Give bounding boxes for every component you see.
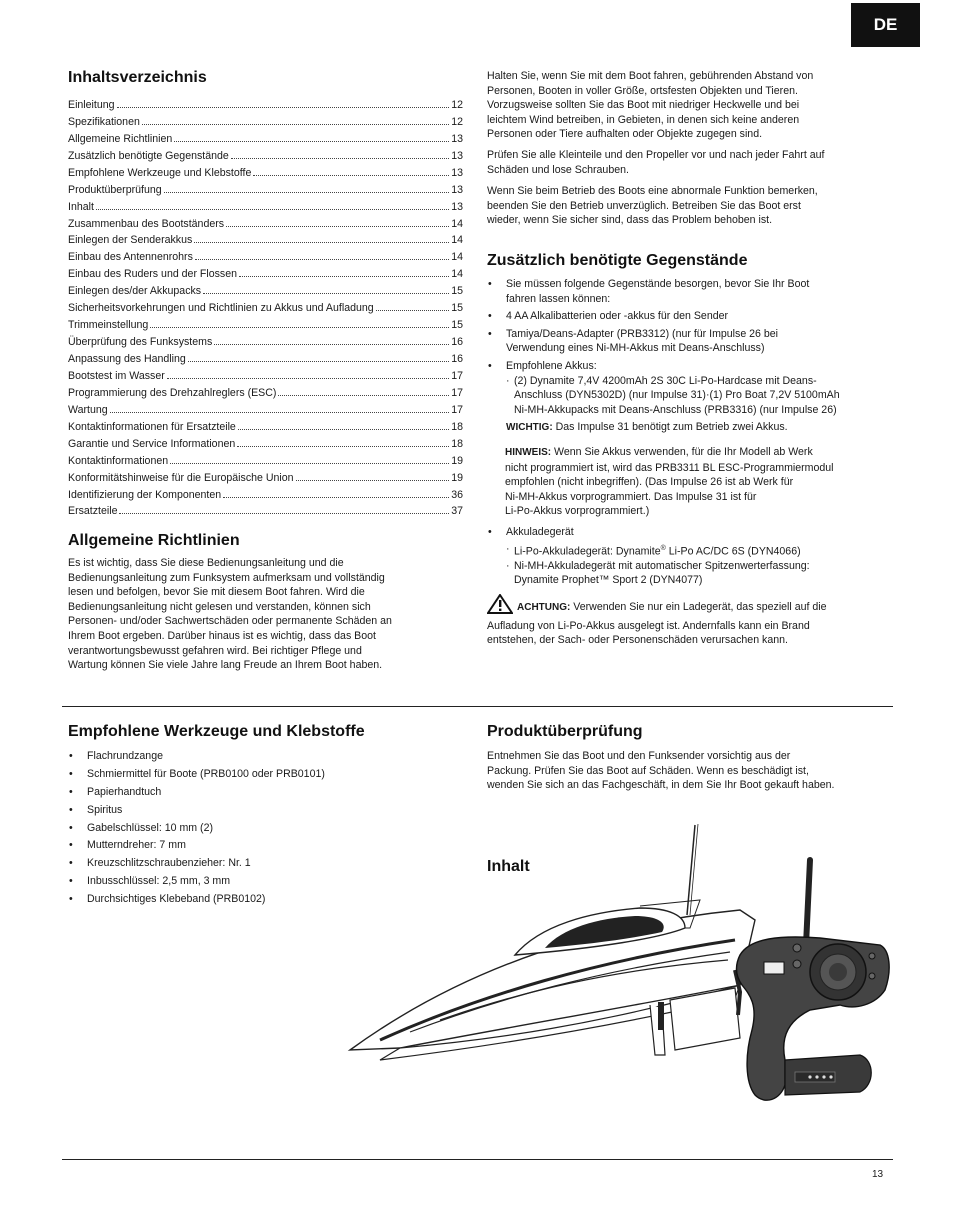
toc-entry — [68, 416, 463, 433]
list-item: • Schmiermittel für Boote (PRB0100 oder PRB0101) — [68, 767, 463, 782]
hinweis-note: HINWEIS: Wenn Sie Akkus verwenden, für die Ihr Modell ab Werk nicht programmiert ist, wird das PRB3311 BL ESC-Programmiermodul empfohlen (nicht inbegriffen). (Das Impulse 26 ist ab Werk für Ni-MH-Akkus vorprogrammiert. Das Impulse 31 ist für Li-Po-Akkus vorprogrammiert.) — [505, 446, 834, 518]
toc-entry-page: 13 — [451, 166, 463, 179]
toc-entry-label: Kontaktinformationen für Ersatzteile — [68, 420, 236, 433]
produkt-title: Produktüberprüfung — [487, 723, 643, 740]
toc-leader-dots — [188, 361, 449, 362]
toc-entry-label: Zusätzlich benötigte Gegenstände — [68, 149, 229, 162]
warning-icon — [487, 594, 513, 619]
toc-leader-dots — [223, 497, 449, 498]
list-item: • Papierhandtuch — [68, 785, 463, 800]
allgemeine-text: Es ist wichtig, dass Sie diese Bedienungsanleitung und die Bedienungsanleitung zum Funksystem aufmerksam und vollständig lesen und befolgen, bevor Sie mit diesem Boot fahren. Wird die Bedienungsanleitung nicht gelesen und verstanden, können sich Personen- und/oder Sachwertschäden oder permanente Schäden an Ihrem Boot ergeben. Darüber hinaus ist es wichtig, dass das Boot verantwortungsbewusst gefahren wird. Bei richtiger Pflege und Wartung können Sie viele Jahre lang Freude an Ihrem Boot haben. — [68, 557, 392, 672]
toc-entry — [68, 450, 463, 467]
toc-entry-page: 13 — [451, 200, 463, 213]
toc-leader-dots — [195, 259, 449, 260]
toc-entry — [68, 382, 463, 399]
allgemeine-title: Allgemeine Richtlinien — [68, 532, 240, 549]
toc-entry-page: 14 — [451, 217, 463, 230]
footer-divider — [62, 1159, 893, 1160]
toc-leader-dots — [296, 480, 450, 481]
toc-entry-label: Einbau des Antennenrohrs — [68, 251, 193, 264]
toc-entry — [68, 297, 463, 314]
toc-entry-page: 37 — [451, 505, 463, 518]
list-item: • Gabelschlüssel: 10 mm (2) — [68, 821, 463, 836]
toc-entry-label: Wartung — [68, 403, 108, 416]
toc-entry-page: 13 — [451, 149, 463, 162]
toc-entry-page: 36 — [451, 488, 463, 501]
toc-leader-dots — [150, 327, 449, 328]
toc-entry-label: Inhalt — [68, 200, 94, 213]
safety-paragraph-1: Halten Sie, wenn Sie mit dem Boot fahren, gebührenden Abstand von Personen, Booten in voller Größe, ortsfesten Objekten und Tieren. Vorzugsweise sollten Sie das Boot mit niedriger Heckwelle und bei leichtem Wind betreiben, in Gebieten, in denen sich keine anderen Personen oder Tiere aufhalten oder Objekte zugegen sind. — [487, 70, 814, 141]
toc-entry-page: 13 — [451, 132, 463, 145]
table-of-contents — [68, 94, 463, 517]
toc-entry-page: 17 — [451, 386, 463, 399]
toc-entry-page: 17 — [451, 369, 463, 382]
toc-entry-page: 15 — [451, 285, 463, 298]
toc-leader-dots — [214, 344, 449, 345]
toc-entry — [68, 433, 463, 450]
toc-entry-page: 16 — [451, 353, 463, 365]
produkt-text: Entnehmen Sie das Boot und den Funksender vorsichtig aus der Packung. Prüfen Sie das Boot auf Schäden. Wenn es beschädigt ist, wenden Sie sich an das Fachgeschäft, in dem Sie Ihr Boot gekauft haben. — [487, 750, 835, 792]
zusatz-title: Zusätzlich benötigte Gegenstände — [487, 252, 748, 269]
toc-leader-dots — [194, 242, 449, 243]
sub-item: · (2) Dynamite 7,4V 4200mAh 2S 30C Li-Po-Hardcase mit Deans- Anschluss (DYN5302D) (nur Impulse 31)·(1) Pro Boat 7,2V 5100mAh Ni-MH-Akkupacks mit Deans-Anschluss (PRB3316) (nur Impulse 26) — [506, 374, 907, 418]
toc-entry — [68, 501, 463, 518]
toc-entry — [68, 484, 463, 501]
toc-leader-dots — [239, 276, 449, 277]
boat-and-transmitter-illustration — [340, 820, 900, 1120]
toc-entry-page: 13 — [451, 183, 463, 196]
toc-leader-dots — [226, 226, 449, 227]
toc-entry-page: 14 — [451, 268, 463, 281]
zusatz-list — [487, 277, 907, 436]
toc-entry-page: 18 — [451, 437, 463, 450]
inhalt-title: Inhalt — [487, 858, 530, 875]
language-tab: DE — [851, 3, 920, 47]
sub-item: · Li-Po-Akkuladegerät: Dynamite® Li-Po AC/DC 6S (DYN4066) — [506, 542, 907, 559]
list-item: • 4 AA Alkalibatterien oder -akkus für den Sender — [487, 309, 907, 324]
section-divider — [62, 706, 893, 707]
list-item: • Spiritus — [68, 803, 463, 818]
toc-leader-dots — [167, 378, 449, 379]
toc-entry-label: Bootstest im Wasser — [68, 369, 165, 382]
toc-entry — [68, 467, 463, 484]
toc-leader-dots — [231, 158, 449, 159]
toc-entry-label: Empfohlene Werkzeuge und Klebstoffe — [68, 166, 252, 179]
list-item: • Mutterndreher: 7 mm — [68, 838, 463, 853]
charger-list — [487, 525, 907, 588]
toc-entry-page: 19 — [451, 454, 463, 467]
toc-entry-page: 17 — [451, 403, 463, 416]
toc-entry-label: Einleitung — [68, 98, 115, 111]
toc-leader-dots — [110, 412, 450, 413]
toc-leader-dots — [203, 293, 449, 294]
toc-leader-dots — [142, 124, 449, 125]
toc-entry-page: 19 — [451, 471, 463, 484]
toc-leader-dots — [119, 513, 449, 514]
toc-leader-dots — [237, 446, 449, 447]
list-item: • Flachrundzange — [68, 749, 463, 764]
werkzeuge-title: Empfohlene Werkzeuge und Klebstoffe — [68, 723, 365, 740]
toc-entry-label: Produktüberprüfung — [68, 183, 162, 196]
safety-paragraph-2: Prüfen Sie alle Kleinteile und den Propeller vor und nach jeder Fahrt auf Schäden und lose Schrauben. — [487, 149, 825, 176]
toc-entry-label: Programmierung des Drehzahlreglers (ESC) — [68, 386, 277, 399]
wichtig-note: WICHTIG: Das Impulse 31 benötigt zum Betrieb zwei Akkus. — [506, 421, 788, 434]
list-item: • Kreuzschlitzschraubenzieher: Nr. 1 — [68, 856, 463, 871]
toc-title: Inhaltsverzeichnis — [68, 69, 207, 86]
list-item: • Sie müssen folgende Gegenstände besorgen, bevor Sie Ihr Boot fahren lassen können: — [487, 277, 907, 306]
toc-entry-label: Zusammenbau des Bootständers — [68, 217, 225, 230]
toc-entry-label: Einlegen des/der Akkupacks — [68, 285, 202, 298]
toc-entry — [68, 179, 463, 196]
toc-leader-dots — [96, 209, 449, 210]
toc-entry-page: 14 — [451, 251, 463, 264]
toc-entry-label: Garantie und Service Informationen — [68, 437, 236, 450]
toc-entry-label: Einlegen der Senderakkus — [68, 234, 193, 247]
toc-entry — [68, 230, 463, 247]
list-item: • Tamiya/Deans-Adapter (PRB3312) (nur für Impulse 26 bei Verwendung eines Ni-MH-Akkus mit Deans-Anschluss) — [487, 327, 907, 356]
toc-leader-dots — [253, 175, 449, 176]
safety-paragraph-3: Wenn Sie beim Betrieb des Boots eine abnormale Funktion bemerken, beenden Sie den Betrieb unverzüglich. Betreiben Sie das Boot erst wieder, wenn Sie sicher sind, dass das Problem behoben ist. — [487, 185, 818, 227]
list-item: • Empfohlene Akkus: · (2) Dynamite 7,4V 4200mAh 2S 30C Li-Po-Hardcase mit Deans- Anschluss (DYN5302D) (nur Impulse 31)·(1) Pro Boat 7,2V 5100mAh Ni-MH-Akkupacks mit Deans-Anschluss (PRB3316) (nur Impulse 26) WICHTIG: Das Impulse 31 benötigt zum Betrieb zwei Akkus. — [487, 359, 907, 436]
list-item: • Inbusschlüssel: 2,5 mm, 3 mm — [68, 874, 463, 889]
toc-leader-dots — [164, 192, 450, 193]
toc-entry — [68, 246, 463, 263]
toc-leader-dots — [174, 141, 449, 142]
toc-entry — [68, 263, 463, 280]
toc-entry-label: Trimmeinstellung — [68, 319, 149, 332]
toc-leader-dots — [170, 463, 449, 464]
toc-entry-label: Spezifikationen — [68, 115, 140, 128]
toc-leader-dots — [376, 310, 450, 311]
toc-entry — [68, 162, 463, 179]
toc-entry-label: Anpassung des Handling — [68, 353, 186, 365]
toc-entry-page: 16 — [451, 336, 463, 349]
toc-entry-page: 12 — [451, 98, 463, 111]
toc-leader-dots — [238, 429, 449, 430]
toc-leader-dots — [117, 107, 450, 108]
toc-entry-page: 15 — [451, 302, 463, 315]
toc-entry — [68, 196, 463, 213]
toc-entry — [68, 94, 463, 111]
toc-entry-page: 14 — [451, 234, 463, 247]
toc-leader-dots — [278, 395, 449, 396]
toc-entry-label: Kontaktinformationen — [68, 454, 169, 467]
sub-item: · Ni-MH-Akkuladegerät mit automatischer Spitzenwerterfassung: Dynamite Prophet™ Sport 2 (DYN4077) — [506, 559, 907, 588]
toc-entry — [68, 145, 463, 162]
toc-entry-page: 18 — [451, 420, 463, 433]
list-item: • Durchsichtiges Klebeband (PRB0102) — [68, 892, 463, 907]
toc-entry-label: Konformitätshinweise für die Europäische Union — [68, 471, 294, 484]
toc-entry-label: Ersatzteile — [68, 505, 118, 518]
toc-entry-label: Identifizierung der Komponenten — [68, 488, 222, 501]
achtung-note: ACHTUNG: Verwenden Sie nur ein Ladegerät, das speziell auf die Aufladung von Li-Po-Akkus ausgelegt ist. Andernfalls kann ein Brand entstehen, der Sach- oder Personenschäden verursachen kann. — [487, 594, 907, 648]
toc-entry — [68, 213, 463, 230]
toc-entry — [68, 314, 463, 331]
toc-entry-label: Sicherheitsvorkehrungen und Richtlinien zu Akkus und Aufladung — [68, 302, 374, 315]
toc-entry — [68, 348, 463, 365]
toc-entry-page: 12 — [451, 115, 463, 128]
toc-entry — [68, 128, 463, 145]
toc-entry — [68, 280, 463, 297]
toc-entry-label: Überprüfung des Funksystems — [68, 336, 213, 349]
page-number: 13 — [872, 1169, 884, 1180]
toc-entry — [68, 399, 463, 416]
toc-entry — [68, 111, 463, 128]
toc-entry-page: 15 — [451, 319, 463, 332]
toc-entry — [68, 331, 463, 348]
list-item: • Akkuladegerät · Li-Po-Akkuladegerät: Dynamite® Li-Po AC/DC 6S (DYN4066) · Ni-MH-Akkuladegerät mit automatischer Spitzenwerterfassung: Dynamite Prophet™ Sport 2 (DYN4077) — [487, 525, 907, 588]
toc-entry-label: Allgemeine Richtlinien — [68, 132, 173, 145]
toc-entry — [68, 365, 463, 382]
toc-entry-label: Einbau des Ruders und der Flossen — [68, 268, 238, 281]
